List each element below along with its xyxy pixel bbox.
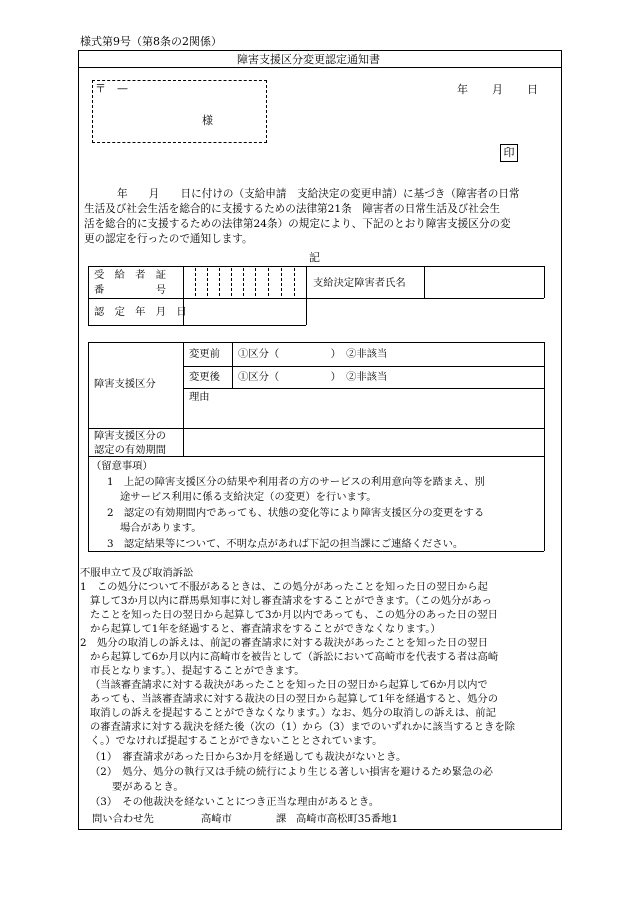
validity-label-1: 障害支援区分の — [94, 430, 167, 442]
digit-sep — [294, 268, 295, 296]
appeal-line: から起算して1年を経過すると、審査請求をすることができなくなります。） — [90, 623, 441, 635]
t2-bottom — [88, 551, 544, 552]
recipient-name-label: 支給決定障害者氏名 — [313, 277, 406, 289]
digit-sep — [255, 268, 256, 296]
appeal-line: 要があるとき。 — [112, 781, 184, 793]
t1-col3 — [424, 266, 425, 298]
notes-line-4: 場合があります。 — [120, 522, 202, 534]
t2-row2 — [183, 388, 544, 389]
body-line-2: 生活及び社会生活を総合的に支援するための法律第21条 障害者の日常生活及び社会生 — [84, 203, 501, 215]
contact-city: 高崎市 — [201, 813, 232, 825]
t1-right — [544, 266, 545, 298]
digit-sep — [195, 268, 196, 296]
appeal-line: 取消しの訴えを提起することができなくなります。）なお、処分の取消しの訴えは、前記 — [90, 707, 496, 719]
body-line-3: 活を総合的に支援するための法律第24条）の規定により、下記のとおり障害支援区分の変 — [84, 218, 511, 230]
t2-top — [88, 342, 544, 343]
before-value: ①区分（ ） ②非該当 — [238, 348, 388, 360]
appeal-line: 1 この処分について不服があるときは、この処分があったことを知った日の翌日から起 — [80, 581, 488, 593]
appeal-line: （3） その他裁決を経ないことにつき正当な理由があるとき。 — [90, 796, 380, 808]
appeal-line: たことを知った日の翌日から起算して3か月以内であっても、この処分のあった日の翌日 — [90, 609, 498, 621]
honorific: 様 — [202, 114, 213, 127]
document-title: 障害支援区分変更認定通知書 — [237, 53, 380, 66]
t2-right — [544, 342, 545, 551]
recipient-no-label-1: 受 給 者 証 — [94, 269, 167, 281]
digit-sep — [281, 268, 282, 296]
appeal-line: （当該審査請求に対する裁決があったことを知った日の翌日から起算して6か月以内で — [90, 679, 488, 691]
notes-line-5: 3 認定結果等について、不明な点があれば下記の担当課にご連絡ください。 — [107, 538, 464, 550]
t2-col2 — [232, 342, 233, 388]
appeal-line: （1） 審査請求があった日から3か月を経過しても裁決がないとき。 — [90, 751, 407, 763]
notes-line-3: 2 認定の有効期間内であっても、状態の変化等により障害支援区分の変更をする — [107, 507, 485, 519]
before-label: 変更前 — [189, 348, 220, 360]
validity-label-2: 認定の有効期間 — [94, 444, 167, 456]
appeal-line: 市長となります。）、提起することができます。 — [90, 665, 305, 677]
notes-line-1: 1 上記の障害支援区分の結果や利用者の方のサービスの利用意向等を踏まえ、別 — [107, 476, 485, 488]
notes-line-2: 途サービス利用に係る支給決定（の変更）を行います。 — [120, 491, 377, 503]
form-id: 様式第9号（第8条の2関係） — [80, 35, 222, 48]
t1-col2 — [306, 266, 307, 325]
appeal-line: から起算して6か月以内に高崎市を被告として（訴訟において高崎市を代表する者は高崎 — [90, 651, 499, 663]
appeal-line: の審査請求に対する裁決を経た後（次の（1）から（3）までのいずれかに該当するときを除 — [90, 721, 515, 733]
appeal-line: （2） 処分、処分の執行又は手続の続行により生じる著しい損害を避けるため緊急の必 — [90, 766, 493, 778]
body-line-4: 更の認定を行ったので通知します。 — [84, 233, 253, 245]
appeal-line: 2 処分の取消しの訴えは、前記の審査請求に対する裁決があったことを知った日の翌日 — [80, 637, 489, 649]
digit-sep — [207, 268, 208, 296]
digit-sep — [243, 268, 244, 296]
contact-label: 問い合わせ先 — [92, 813, 154, 825]
appeal-line: く。）でなければ提起することができないこととされています。 — [90, 735, 383, 747]
t1-bottom — [88, 325, 306, 326]
contact-dept: 課 — [276, 813, 287, 825]
t1-mid — [88, 298, 544, 299]
after-value: ①区分（ ） ②非該当 — [238, 371, 388, 383]
t1-left — [88, 266, 89, 325]
appeal-line: あっても、当該審査請求に対する裁決の日の翌日から起算して1年を経過すると、処分の — [90, 693, 499, 705]
digit-sep — [268, 268, 269, 296]
reason-label: 理由 — [189, 391, 210, 403]
notes-heading: （留意事項） — [91, 460, 153, 472]
postal-mark: 〒 — — [95, 82, 128, 95]
date-month: 月 — [492, 83, 503, 96]
digit-sep — [231, 268, 232, 296]
contact-address: 高崎市高松町35番地1 — [296, 813, 399, 825]
t2-col1 — [183, 342, 184, 456]
t2-row1 — [183, 366, 544, 367]
title-divider — [78, 67, 562, 68]
body-line-1: 年 月 日に付けの（支給申請 支給決定の変更申請）に基づき（障害者の日常 — [117, 188, 520, 200]
cert-date-label: 認 定 年 月 日 — [94, 306, 187, 318]
after-label: 変更後 — [189, 371, 220, 383]
digit-sep — [219, 268, 220, 296]
date-year: 年 — [457, 83, 468, 96]
seal-stamp: 印 — [500, 144, 518, 162]
recipient-no-label-2: 番 号 — [94, 284, 167, 296]
t1-top — [88, 266, 544, 267]
category-label: 障害支援区分 — [94, 378, 156, 390]
appeal-heading: 不服申立て及び取消訴訟 — [80, 567, 194, 579]
appeal-line: 算して3か月以内に群馬県知事に対し審査請求をすることができます。（この処分があっ — [90, 595, 493, 607]
ki-mark: 記 — [309, 251, 320, 264]
t2-left — [88, 342, 89, 551]
date-day: 日 — [527, 83, 538, 96]
